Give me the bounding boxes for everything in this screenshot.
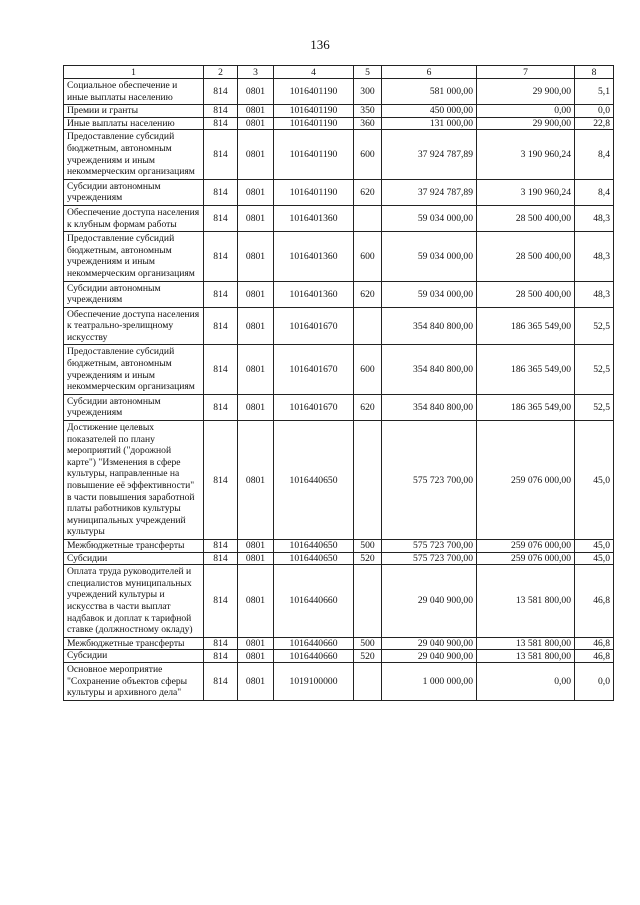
- ministry-code: 814: [204, 79, 238, 105]
- header-cell: 1: [64, 66, 204, 79]
- target-code: 1016440650: [274, 539, 354, 552]
- execution-percent: 48,3: [575, 281, 614, 307]
- expense-type-code: [354, 307, 382, 345]
- table-row: [64, 662, 614, 700]
- executed-amount: 3 190 960,24: [477, 130, 575, 179]
- executed-amount: 29 900,00: [477, 79, 575, 105]
- section-code: 0801: [238, 307, 274, 345]
- execution-percent: 48,3: [575, 232, 614, 281]
- section-code: 0801: [238, 421, 274, 540]
- table-body: [64, 79, 614, 701]
- plan-amount: 59 034 000,00: [382, 205, 477, 231]
- plan-amount: 59 034 000,00: [382, 281, 477, 307]
- target-code: 1016401670: [274, 345, 354, 394]
- executed-amount: 259 076 000,00: [477, 421, 575, 540]
- executed-amount: 13 581 800,00: [477, 637, 575, 650]
- table-row: [64, 117, 614, 130]
- target-code: 1016401360: [274, 281, 354, 307]
- expense-type-code: [354, 421, 382, 540]
- ministry-code: 814: [204, 307, 238, 345]
- execution-percent: 46,8: [575, 650, 614, 663]
- header-cell: 4: [274, 66, 354, 79]
- header-cell: 2: [204, 66, 238, 79]
- target-code: 1016401360: [274, 205, 354, 231]
- table-row: [64, 307, 614, 345]
- table-row: [64, 232, 614, 281]
- plan-amount: 1 000 000,00: [382, 662, 477, 700]
- expense-type-code: 620: [354, 281, 382, 307]
- ministry-code: 814: [204, 637, 238, 650]
- target-code: 1016440660: [274, 650, 354, 663]
- execution-percent: 45,0: [575, 421, 614, 540]
- expense-type-code: 600: [354, 130, 382, 179]
- executed-amount: 28 500 400,00: [477, 232, 575, 281]
- plan-amount: 29 040 900,00: [382, 650, 477, 663]
- expense-type-code: 600: [354, 345, 382, 394]
- execution-percent: 52,5: [575, 345, 614, 394]
- table-row: [64, 650, 614, 663]
- target-code: 1016401190: [274, 105, 354, 118]
- ministry-code: 814: [204, 421, 238, 540]
- execution-percent: 48,3: [575, 205, 614, 231]
- executed-amount: 259 076 000,00: [477, 539, 575, 552]
- ministry-code: 814: [204, 281, 238, 307]
- ministry-code: 814: [204, 565, 238, 638]
- plan-amount: 29 040 900,00: [382, 565, 477, 638]
- expense-type-code: 300: [354, 79, 382, 105]
- expense-type-code: 360: [354, 117, 382, 130]
- table-row: [64, 539, 614, 552]
- section-code: 0801: [238, 394, 274, 420]
- section-code: 0801: [238, 232, 274, 281]
- row-name: Предоставление субсидий бюджетным, автономным учреждениям и иным некоммерческим организациям: [64, 345, 204, 394]
- execution-percent: 45,0: [575, 539, 614, 552]
- expense-type-code: [354, 205, 382, 231]
- row-name: Основное мероприятие "Сохранение объектов сферы культуры и архивного дела": [64, 662, 204, 700]
- row-name: Межбюджетные трансферты: [64, 637, 204, 650]
- expense-type-code: 600: [354, 232, 382, 281]
- execution-percent: 0,0: [575, 105, 614, 118]
- executed-amount: 13 581 800,00: [477, 650, 575, 663]
- section-code: 0801: [238, 539, 274, 552]
- executed-amount: 3 190 960,24: [477, 179, 575, 205]
- execution-percent: 52,5: [575, 394, 614, 420]
- section-code: 0801: [238, 345, 274, 394]
- ministry-code: 814: [204, 650, 238, 663]
- executed-amount: 29 900,00: [477, 117, 575, 130]
- target-code: 1016401190: [274, 117, 354, 130]
- row-name: Социальное обеспечение и иные выплаты населению: [64, 79, 204, 105]
- row-name: Достижение целевых показателей по плану мероприятий ("дорожной карте") "Изменения в сфере культуры, направленные на повышение её эффективности" в части повышения заработной платы работников культуры муниципальных учреждений культуры: [64, 421, 204, 540]
- section-code: 0801: [238, 662, 274, 700]
- table-row: [64, 637, 614, 650]
- header-cell: 6: [382, 66, 477, 79]
- expense-type-code: 620: [354, 394, 382, 420]
- ministry-code: 814: [204, 394, 238, 420]
- plan-amount: 354 840 800,00: [382, 307, 477, 345]
- executed-amount: 259 076 000,00: [477, 552, 575, 565]
- row-name: Субсидии автономным учреждениям: [64, 179, 204, 205]
- expense-type-code: 500: [354, 539, 382, 552]
- ministry-code: 814: [204, 552, 238, 565]
- ministry-code: 814: [204, 105, 238, 118]
- execution-percent: 46,8: [575, 637, 614, 650]
- table-row: [64, 179, 614, 205]
- ministry-code: 814: [204, 345, 238, 394]
- row-name: Межбюджетные трансферты: [64, 539, 204, 552]
- plan-amount: 575 723 700,00: [382, 421, 477, 540]
- execution-percent: 5,1: [575, 79, 614, 105]
- plan-amount: 37 924 787,89: [382, 130, 477, 179]
- budget-table: [63, 65, 614, 701]
- executed-amount: 28 500 400,00: [477, 281, 575, 307]
- ministry-code: 814: [204, 117, 238, 130]
- execution-percent: 22,8: [575, 117, 614, 130]
- plan-amount: 354 840 800,00: [382, 394, 477, 420]
- execution-percent: 8,4: [575, 179, 614, 205]
- expense-type-code: 500: [354, 637, 382, 650]
- executed-amount: 186 365 549,00: [477, 307, 575, 345]
- ministry-code: 814: [204, 130, 238, 179]
- target-code: 1016401190: [274, 130, 354, 179]
- execution-percent: 52,5: [575, 307, 614, 345]
- executed-amount: 0,00: [477, 105, 575, 118]
- section-code: 0801: [238, 565, 274, 638]
- row-name: Субсидии автономным учреждениям: [64, 394, 204, 420]
- table-row: [64, 205, 614, 231]
- table-header-row: [64, 66, 614, 79]
- table-row: [64, 394, 614, 420]
- target-code: 1016440650: [274, 552, 354, 565]
- row-name: Субсидии: [64, 552, 204, 565]
- expense-type-code: 620: [354, 179, 382, 205]
- section-code: 0801: [238, 130, 274, 179]
- plan-amount: 450 000,00: [382, 105, 477, 118]
- section-code: 0801: [238, 179, 274, 205]
- plan-amount: 59 034 000,00: [382, 232, 477, 281]
- plan-amount: 131 000,00: [382, 117, 477, 130]
- table-row: [64, 79, 614, 105]
- header-cell: 3: [238, 66, 274, 79]
- target-code: 1016401670: [274, 394, 354, 420]
- ministry-code: 814: [204, 205, 238, 231]
- plan-amount: 29 040 900,00: [382, 637, 477, 650]
- row-name: Предоставление субсидий бюджетным, автономным учреждениям и иным некоммерческим организациям: [64, 232, 204, 281]
- executed-amount: 186 365 549,00: [477, 345, 575, 394]
- row-name: Предоставление субсидий бюджетным, автономным учреждениям и иным некоммерческим организациям: [64, 130, 204, 179]
- section-code: 0801: [238, 205, 274, 231]
- row-name: Оплата труда руководителей и специалистов муниципальных учреждений культуры и искусства в части выплат надбавок и доплат к тарифной ставке (должностному окладу): [64, 565, 204, 638]
- execution-percent: 8,4: [575, 130, 614, 179]
- table-row: [64, 565, 614, 638]
- plan-amount: 575 723 700,00: [382, 552, 477, 565]
- execution-percent: 0,0: [575, 662, 614, 700]
- section-code: 0801: [238, 650, 274, 663]
- ministry-code: 814: [204, 662, 238, 700]
- target-code: 1016401670: [274, 307, 354, 345]
- row-name: Иные выплаты населению: [64, 117, 204, 130]
- section-code: 0801: [238, 105, 274, 118]
- ministry-code: 814: [204, 232, 238, 281]
- target-code: 1016440660: [274, 637, 354, 650]
- plan-amount: 37 924 787,89: [382, 179, 477, 205]
- row-name: Обеспечение доступа населения к клубным формам работы: [64, 205, 204, 231]
- section-code: 0801: [238, 117, 274, 130]
- table-row: [64, 421, 614, 540]
- plan-amount: 354 840 800,00: [382, 345, 477, 394]
- header-cell: 8: [575, 66, 614, 79]
- row-name: Премии и гранты: [64, 105, 204, 118]
- section-code: 0801: [238, 637, 274, 650]
- executed-amount: 186 365 549,00: [477, 394, 575, 420]
- row-name: Субсидии: [64, 650, 204, 663]
- plan-amount: 581 000,00: [382, 79, 477, 105]
- section-code: 0801: [238, 552, 274, 565]
- header-cell: 5: [354, 66, 382, 79]
- expense-type-code: [354, 662, 382, 700]
- table-row: [64, 552, 614, 565]
- section-code: 0801: [238, 281, 274, 307]
- row-name: Субсидии автономным учреждениям: [64, 281, 204, 307]
- execution-percent: 46,8: [575, 565, 614, 638]
- table-row: [64, 130, 614, 179]
- target-code: 1016401190: [274, 79, 354, 105]
- section-code: 0801: [238, 79, 274, 105]
- target-code: 1016440650: [274, 421, 354, 540]
- target-code: 1016401190: [274, 179, 354, 205]
- expense-type-code: 520: [354, 650, 382, 663]
- table-row: [64, 345, 614, 394]
- ministry-code: 814: [204, 539, 238, 552]
- table-row: [64, 281, 614, 307]
- row-name: Обеспечение доступа населения к театрально-зрелищному искусству: [64, 307, 204, 345]
- target-code: 1016440660: [274, 565, 354, 638]
- executed-amount: 13 581 800,00: [477, 565, 575, 638]
- executed-amount: 28 500 400,00: [477, 205, 575, 231]
- header-cell: 7: [477, 66, 575, 79]
- ministry-code: 814: [204, 179, 238, 205]
- page-number: 136: [310, 37, 330, 52]
- expense-type-code: [354, 565, 382, 638]
- plan-amount: 575 723 700,00: [382, 539, 477, 552]
- executed-amount: 0,00: [477, 662, 575, 700]
- execution-percent: 45,0: [575, 552, 614, 565]
- expense-type-code: 350: [354, 105, 382, 118]
- expense-type-code: 520: [354, 552, 382, 565]
- target-code: 1019100000: [274, 662, 354, 700]
- target-code: 1016401360: [274, 232, 354, 281]
- table-row: [64, 105, 614, 118]
